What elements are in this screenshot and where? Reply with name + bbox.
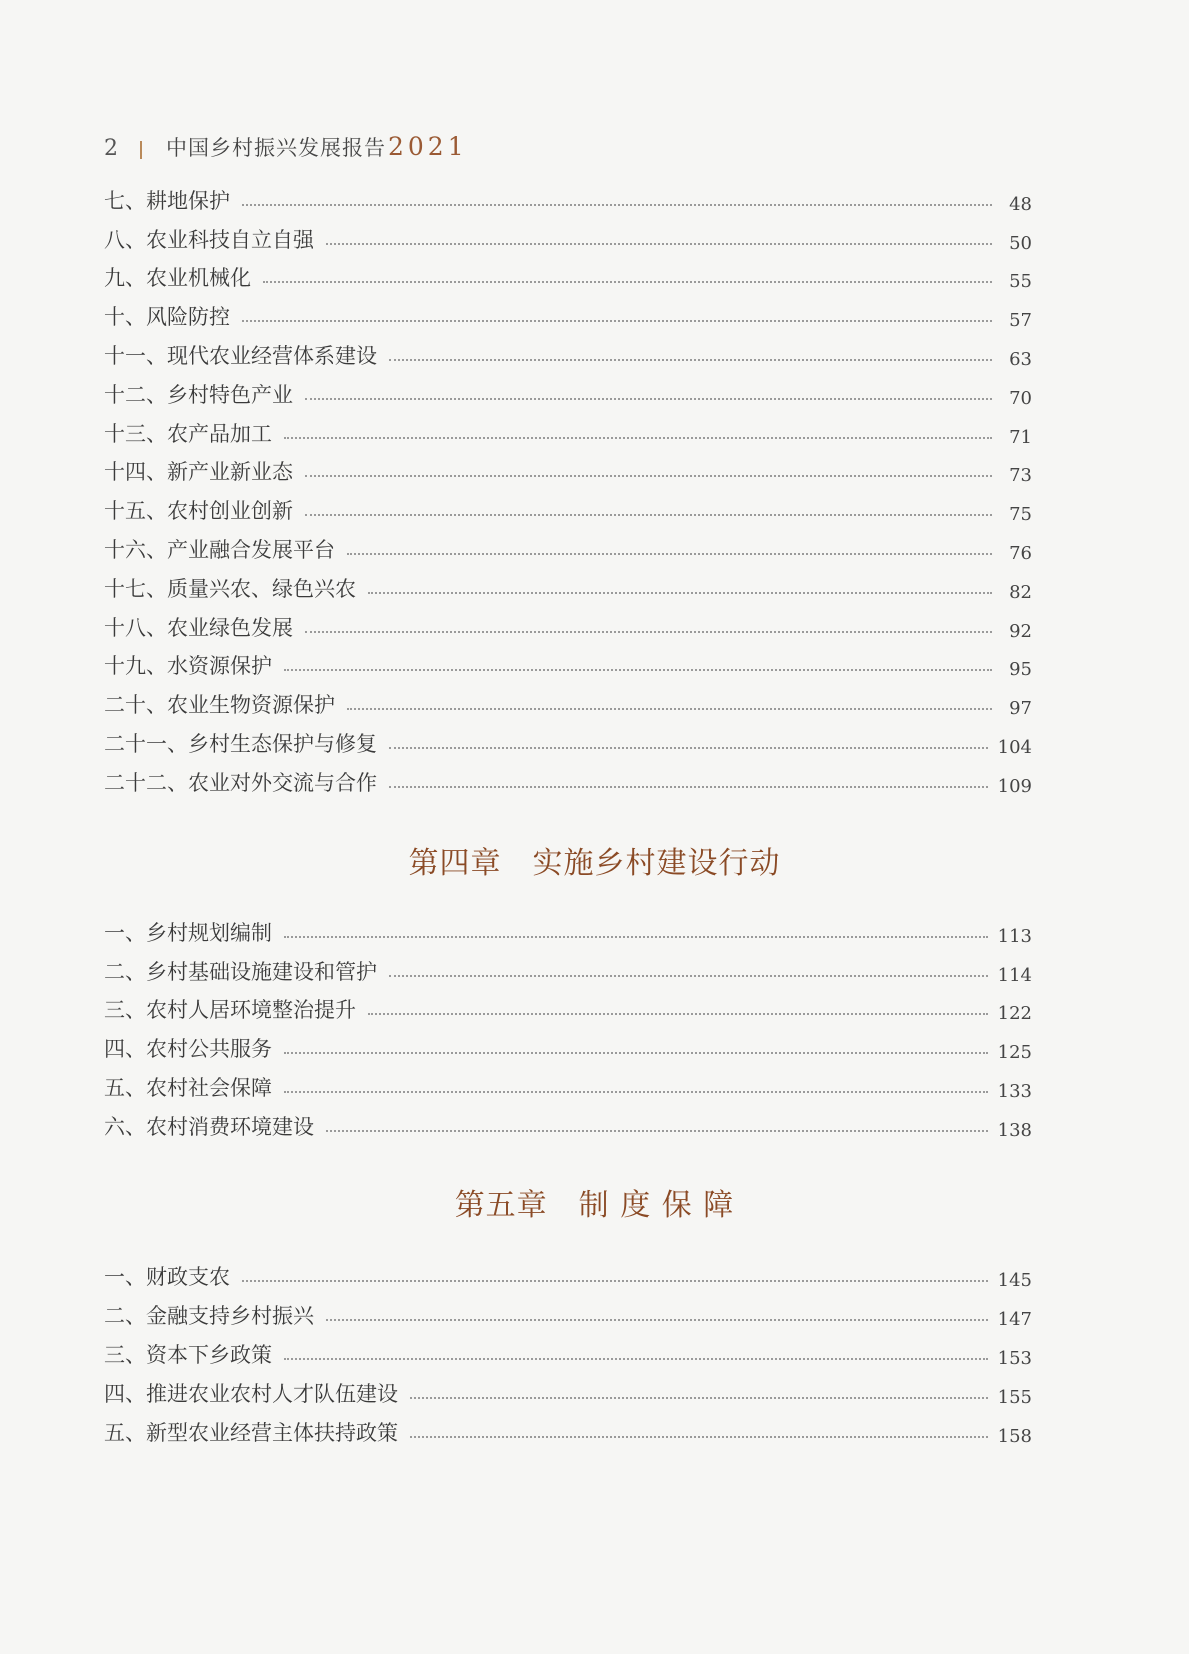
toc-entry-page-number: 75	[1009, 504, 1032, 526]
dot-leader	[389, 975, 988, 977]
dot-leader	[242, 204, 992, 206]
dot-leader	[242, 1280, 988, 1282]
toc-entry-page-number: 133	[997, 1080, 1032, 1102]
toc-entry-label: 十七、质量兴农、绿色兴农	[104, 576, 356, 601]
toc-entry-label: 二十、农业生物资源保护	[104, 693, 335, 718]
toc-entry[interactable]	[104, 448, 1032, 487]
toc-entry-label: 四、推进农业农村人才队伍建设	[104, 1382, 398, 1406]
toc-entry-page-number: 125	[997, 1042, 1032, 1064]
toc-entry-label: 十六、产业融合发展平台	[104, 537, 335, 562]
toc-entry-label: 二、乡村基础设施建设和管护	[104, 959, 377, 984]
toc-entry-label: 二十二、农业对外交流与合作	[104, 770, 377, 795]
toc-entry[interactable]	[104, 1024, 1032, 1063]
dot-leader	[389, 359, 992, 361]
toc-entry-page-number: 70	[1009, 387, 1032, 409]
toc-entry-page-number: 82	[1009, 581, 1032, 603]
toc-entry-label: 三、资本下乡政策	[104, 1343, 272, 1367]
dot-leader	[326, 1319, 988, 1321]
toc-entry-page-number: 158	[997, 1426, 1032, 1447]
toc-entry[interactable]	[104, 719, 1032, 758]
toc-entry[interactable]	[104, 331, 1032, 370]
toc-entry-label: 八、农业科技自立自强	[104, 227, 314, 252]
toc-entry-label: 一、乡村规划编制	[104, 920, 272, 945]
toc-entry-page-number: 76	[1009, 542, 1032, 564]
book-year: 2021	[388, 132, 468, 161]
dot-leader	[284, 437, 992, 439]
header-divider	[140, 141, 142, 159]
book-title: 中国乡村振兴发展报告	[166, 136, 386, 160]
toc-entry-label: 七、耕地保护	[104, 188, 230, 213]
dot-leader	[305, 475, 992, 477]
dot-leader	[368, 592, 992, 594]
toc-entry-page-number: 155	[997, 1387, 1032, 1408]
running-header	[104, 132, 468, 168]
toc-entry-label: 六、农村消费环境建设	[104, 1114, 314, 1139]
dot-leader	[284, 669, 992, 671]
toc-entry[interactable]	[104, 1408, 1032, 1447]
toc-entry-page-number: 138	[997, 1119, 1032, 1141]
toc-entry-label: 十三、农产品加工	[104, 421, 272, 446]
toc-entry[interactable]	[104, 642, 1032, 681]
toc-entry[interactable]	[104, 370, 1032, 409]
toc-entry-page-number: 153	[997, 1348, 1032, 1369]
dot-leader	[305, 514, 992, 516]
toc-entry-page-number: 63	[1009, 348, 1032, 370]
toc-entry-label: 二、金融支持乡村振兴	[104, 1304, 314, 1328]
dot-leader	[389, 786, 988, 788]
toc-entry-page-number: 122	[997, 1003, 1032, 1025]
toc-entry[interactable]	[104, 215, 1032, 254]
toc-entry-page-number: 145	[997, 1270, 1032, 1291]
toc-entry-page-number: 55	[1009, 271, 1032, 293]
toc-entry-label: 一、财政支农	[104, 1265, 230, 1289]
toc-entry[interactable]	[104, 292, 1032, 331]
dot-leader	[284, 936, 988, 938]
dot-leader	[305, 398, 992, 400]
toc-entry-page-number: 50	[1009, 232, 1032, 254]
chapter4-title: 第四章 实施乡村建设行动	[408, 846, 781, 881]
dot-leader	[347, 708, 992, 710]
toc-entry-label: 四、农村公共服务	[104, 1037, 272, 1062]
dot-leader	[410, 1436, 988, 1438]
toc-entry-page-number: 48	[1009, 193, 1032, 215]
dot-leader	[347, 553, 992, 555]
toc-entry-page-number: 92	[1009, 620, 1032, 642]
toc-entry-label: 三、农村人居环境整治提升	[104, 998, 356, 1023]
toc-entry-page-number: 95	[1009, 659, 1032, 681]
toc-entry[interactable]	[104, 758, 1032, 797]
toc-entry-label: 十、风险防控	[104, 305, 230, 330]
toc-section-chapter4	[104, 908, 1032, 1141]
toc-entry[interactable]	[104, 603, 1032, 642]
toc-entry[interactable]	[104, 908, 1032, 947]
toc-entry[interactable]	[104, 947, 1032, 986]
toc-entry[interactable]	[104, 564, 1032, 603]
toc-entry-page-number: 113	[997, 925, 1032, 947]
toc-entry-label: 九、农业机械化	[104, 266, 251, 291]
toc-entry-label: 十一、现代农业经营体系建设	[104, 343, 377, 368]
toc-entry-label: 五、新型农业经营主体扶持政策	[104, 1421, 398, 1445]
toc-entry[interactable]	[104, 680, 1032, 719]
dot-leader	[263, 281, 992, 283]
toc-entry[interactable]	[104, 1252, 1032, 1291]
dot-leader	[284, 1358, 988, 1360]
toc-entry-page-number: 73	[1009, 465, 1032, 487]
dot-leader	[326, 243, 992, 245]
chapter5-title: 第五章 制 度 保 障	[454, 1188, 735, 1223]
dot-leader	[326, 1130, 988, 1132]
toc-entry-page-number: 71	[1009, 426, 1032, 448]
page-number: 2	[104, 136, 118, 161]
toc-entry-page-number: 57	[1009, 310, 1032, 332]
toc-entry-label: 十五、农村创业创新	[104, 499, 293, 524]
toc-section-chapter5	[104, 1252, 1032, 1447]
toc-entry-label: 二十一、乡村生态保护与修复	[104, 731, 377, 756]
dot-leader	[368, 1013, 988, 1015]
toc-entry[interactable]	[104, 1369, 1032, 1408]
toc-entry-label: 十八、农业绿色发展	[104, 615, 293, 640]
dot-leader	[284, 1091, 988, 1093]
toc-entry-page-number: 114	[997, 964, 1032, 986]
toc-entry[interactable]	[104, 1330, 1032, 1369]
toc-entry[interactable]	[104, 254, 1032, 293]
dot-leader	[242, 320, 992, 322]
toc-entry[interactable]	[104, 525, 1032, 564]
toc-entry[interactable]	[104, 986, 1032, 1025]
toc-entry-label: 十四、新产业新业态	[104, 460, 293, 485]
toc-entry-page-number: 147	[997, 1309, 1032, 1330]
toc-entry[interactable]	[104, 1291, 1032, 1330]
toc-entry[interactable]	[104, 1063, 1032, 1102]
toc-entry[interactable]	[104, 176, 1032, 215]
toc-entry-label: 五、农村社会保障	[104, 1075, 272, 1100]
toc-entry[interactable]	[104, 409, 1032, 448]
dot-leader	[305, 631, 992, 633]
toc-section-chapter3-continued	[104, 176, 1032, 797]
toc-entry-page-number: 109	[997, 775, 1032, 797]
dot-leader	[410, 1397, 988, 1399]
toc-entry-page-number: 97	[1009, 698, 1032, 720]
dot-leader	[389, 747, 988, 749]
toc-entry[interactable]	[104, 486, 1032, 525]
toc-entry[interactable]	[104, 1102, 1032, 1141]
dot-leader	[284, 1052, 988, 1054]
toc-entry-label: 十九、水资源保护	[104, 654, 272, 679]
toc-entry-label: 十二、乡村特色产业	[104, 382, 293, 407]
toc-entry-page-number: 104	[997, 736, 1032, 758]
